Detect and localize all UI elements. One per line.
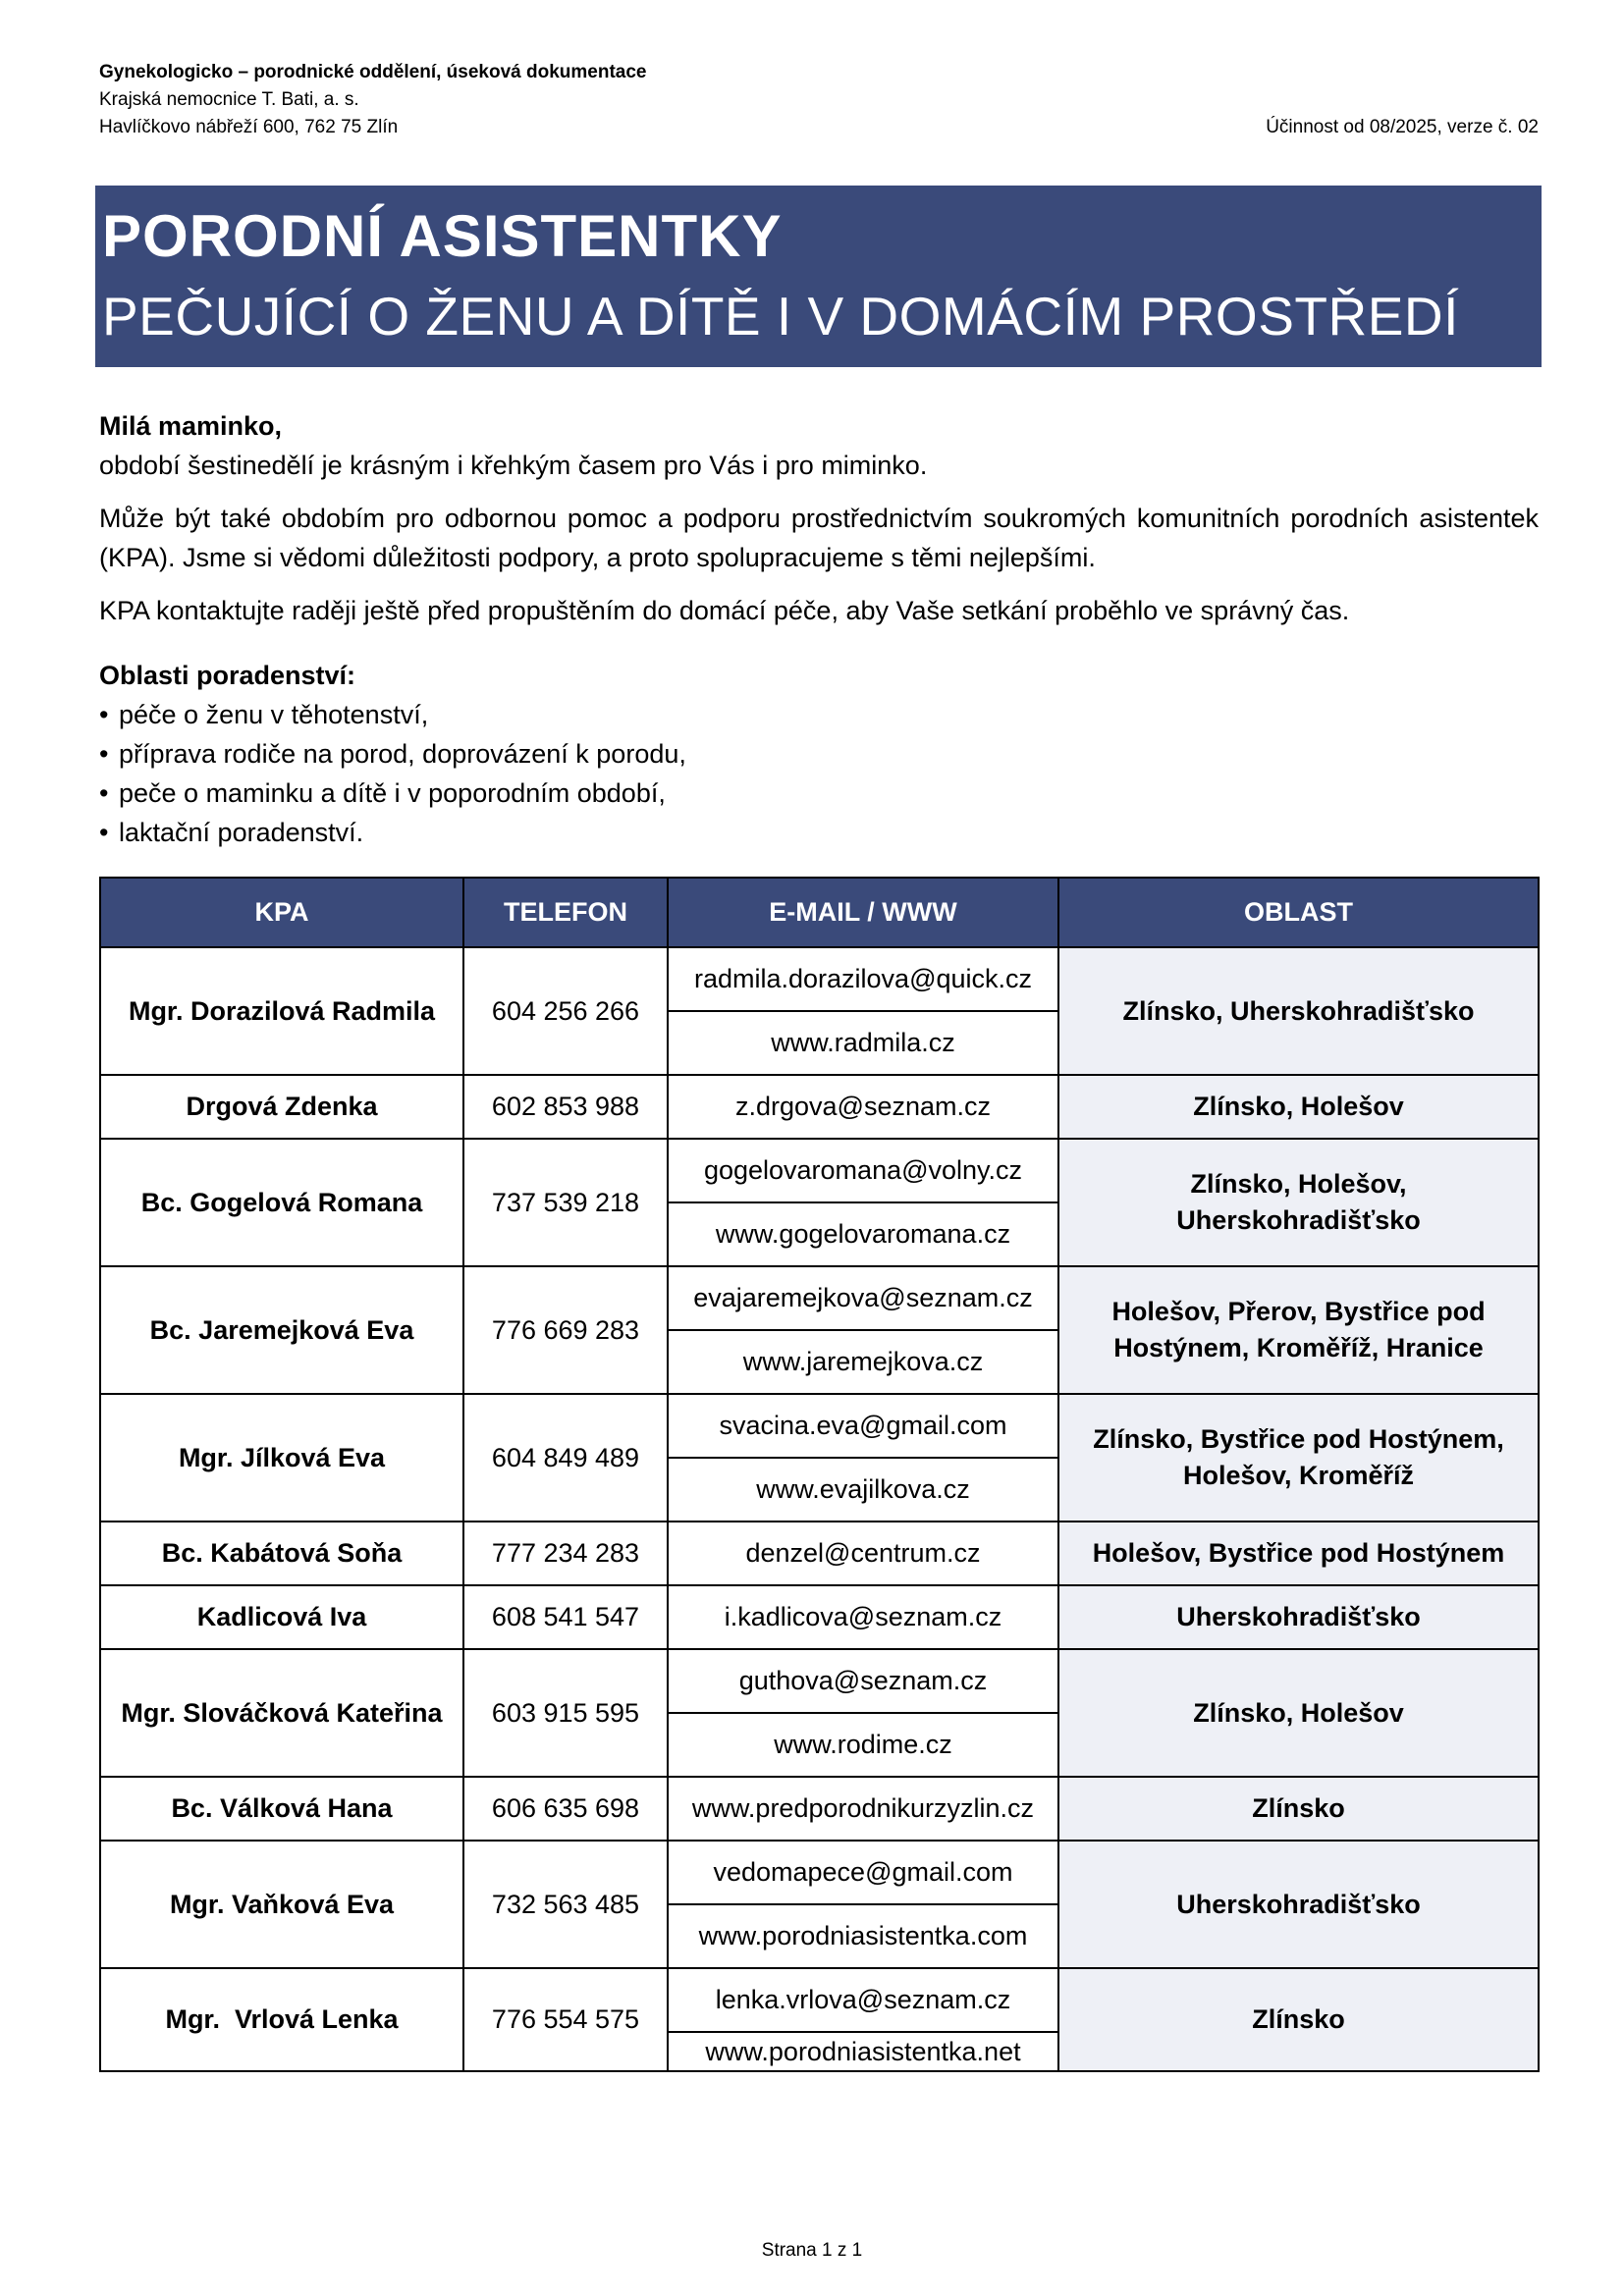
midwife-name: Kadlicová Iva [100,1585,463,1649]
list-item: • laktační poradenství. [99,813,1539,852]
phone-number[interactable]: 604 849 489 [463,1394,668,1522]
website-link[interactable]: www.porodniasistentka.com [668,1904,1058,1968]
area-cell: Zlínsko [1058,1777,1539,1841]
midwife-name: Mgr. Vaňková Eva [100,1841,463,1968]
email-link[interactable]: vedomapece@gmail.com [668,1841,1058,1904]
midwife-name: Bc. Kabátová Soňa [100,1522,463,1585]
area-cell: Zlínsko, Holešov [1058,1075,1539,1139]
column-header-email: E-MAIL / WWW [668,878,1058,947]
page-subtitle: PEČUJÍCÍ O ŽENU A DÍTĚ I V DOMÁCÍM PROSTŘEDÍ [102,286,1459,347]
area-cell: Uherskohradišťsko [1058,1585,1539,1649]
email-link[interactable]: guthova@seznam.cz [668,1649,1058,1713]
website-link[interactable]: www.radmila.cz [668,1011,1058,1075]
column-header-phone: TELEFON [463,878,668,947]
list-item: • peče o maminku a dítě i v poporodním období, [99,774,1539,813]
greeting: Milá maminko, [99,411,283,441]
phone-number[interactable]: 608 541 547 [463,1585,668,1649]
page-number: Strana 1 z 1 [761,2240,863,2261]
phone-number[interactable]: 606 635 698 [463,1777,668,1841]
intro-line: období šestinedělí je krásným i křehkým časem pro Vás i pro miminko. [99,451,928,480]
midwife-name: Mgr. Jílková Eva [100,1394,463,1522]
email-link[interactable]: denzel@centrum.cz [668,1522,1058,1585]
midwife-name: Mgr. Dorazilová Radmila [100,947,463,1075]
website-link[interactable]: www.jaremejkova.cz [668,1330,1058,1394]
table-row [100,1585,1539,1649]
table-row [100,1266,1539,1330]
table-header-row [100,878,1539,947]
website-link[interactable]: www.porodniasistentka.net [668,2032,1058,2071]
area-cell: Zlínsko, Holešov [1058,1649,1539,1777]
area-cell: Zlínsko, Uherskohradišťsko [1058,947,1539,1075]
table-row [100,1522,1539,1585]
hospital-name: Krajská nemocnice T. Bati, a. s. [99,89,359,110]
email-link[interactable]: svacina.eva@gmail.com [668,1394,1058,1458]
list-item: • péče o ženu v těhotenství, [99,695,1539,734]
intro-text [99,406,1539,852]
column-header-area: OBLAST [1058,878,1539,947]
table-row [100,1841,1539,1904]
area-cell: Zlínsko, Holešov, Uherskohradišťsko [1058,1139,1539,1266]
department-name: Gynekologicko – porodnické oddělení, úseková dokumentace [99,62,647,82]
area-cell: Holešov, Bystřice pod Hostýnem [1058,1522,1539,1585]
table-row [100,1394,1539,1458]
email-link[interactable]: z.drgova@seznam.cz [668,1075,1058,1139]
midwives-table [99,877,1540,2072]
phone-number[interactable]: 604 256 266 [463,947,668,1075]
table-row [100,1139,1539,1202]
list-item: • příprava rodiče na porod, doprovázení k porodu, [99,734,1539,774]
table-body [100,947,1539,2071]
email-link[interactable]: lenka.vrlova@seznam.cz [668,1968,1058,2032]
title-banner [95,186,1542,367]
intro-paragraph-kpa: Může být také obdobím pro odbornou pomoc a podporu prostřednictvím soukromých komunitních porodních asistentek (KPA). Jsme si vědomi důležitosti podpory, a proto spolupracujeme s těmi nejlepšími. [99,504,1539,572]
phone-number[interactable]: 776 669 283 [463,1266,668,1394]
area-cell: Uherskohradišťsko [1058,1841,1539,1968]
hospital-address: Havlíčkovo nábřeží 600, 762 75 Zlín [99,117,399,137]
header-address-row [99,114,1539,141]
email-link[interactable]: radmila.dorazilova@quick.cz [668,947,1058,1011]
table-row [100,1968,1539,2032]
midwife-name: Mgr. Slováčková Kateřina [100,1649,463,1777]
website-link[interactable]: www.evajilkova.cz [668,1458,1058,1522]
midwife-name: Mgr. Vrlová Lenka [100,1968,463,2071]
phone-number[interactable]: 776 554 575 [463,1968,668,2071]
website-link[interactable]: www.predporodnikurzyzlin.cz [668,1777,1058,1841]
midwife-name: Bc. Válková Hana [100,1777,463,1841]
intro-paragraph-contact: KPA kontaktujte raději ještě před propuštěním do domácí péče, aby Vaše setkání proběhlo ve správný čas. [99,596,1350,625]
phone-number[interactable]: 777 234 283 [463,1522,668,1585]
phone-number[interactable]: 737 539 218 [463,1139,668,1266]
document-header [99,59,1539,141]
table-row [100,947,1539,1011]
area-cell: Zlínsko [1058,1968,1539,2071]
table-row [100,1777,1539,1841]
website-link[interactable]: www.rodime.cz [668,1713,1058,1777]
phone-number[interactable]: 602 853 988 [463,1075,668,1139]
areas-list [99,695,1539,852]
midwife-name: Drgová Zdenka [100,1075,463,1139]
website-link[interactable]: www.gogelovaromana.cz [668,1202,1058,1266]
midwife-name: Bc. Gogelová Romana [100,1139,463,1266]
area-cell: Holešov, Přerov, Bystřice pod Hostýnem, Kroměříž, Hranice [1058,1266,1539,1394]
midwife-name: Bc. Jaremejková Eva [100,1266,463,1394]
email-link[interactable]: evajaremejkova@seznam.cz [668,1266,1058,1330]
phone-number[interactable]: 732 563 485 [463,1841,668,1968]
areas-title: Oblasti poradenství: [99,661,356,690]
column-header-kpa: KPA [100,878,463,947]
page-title: PORODNÍ ASISTENTKY [102,203,783,269]
table-row [100,1075,1539,1139]
table-row [100,1649,1539,1713]
area-cell: Zlínsko, Bystřice pod Hostýnem, Holešov, Kroměříž [1058,1394,1539,1522]
validity-note: Účinnost od 08/2025, verze č. 02 [1266,117,1539,137]
phone-number[interactable]: 603 915 595 [463,1649,668,1777]
email-link[interactable]: gogelovaromana@volny.cz [668,1139,1058,1202]
email-link[interactable]: i.kadlicova@seznam.cz [668,1585,1058,1649]
